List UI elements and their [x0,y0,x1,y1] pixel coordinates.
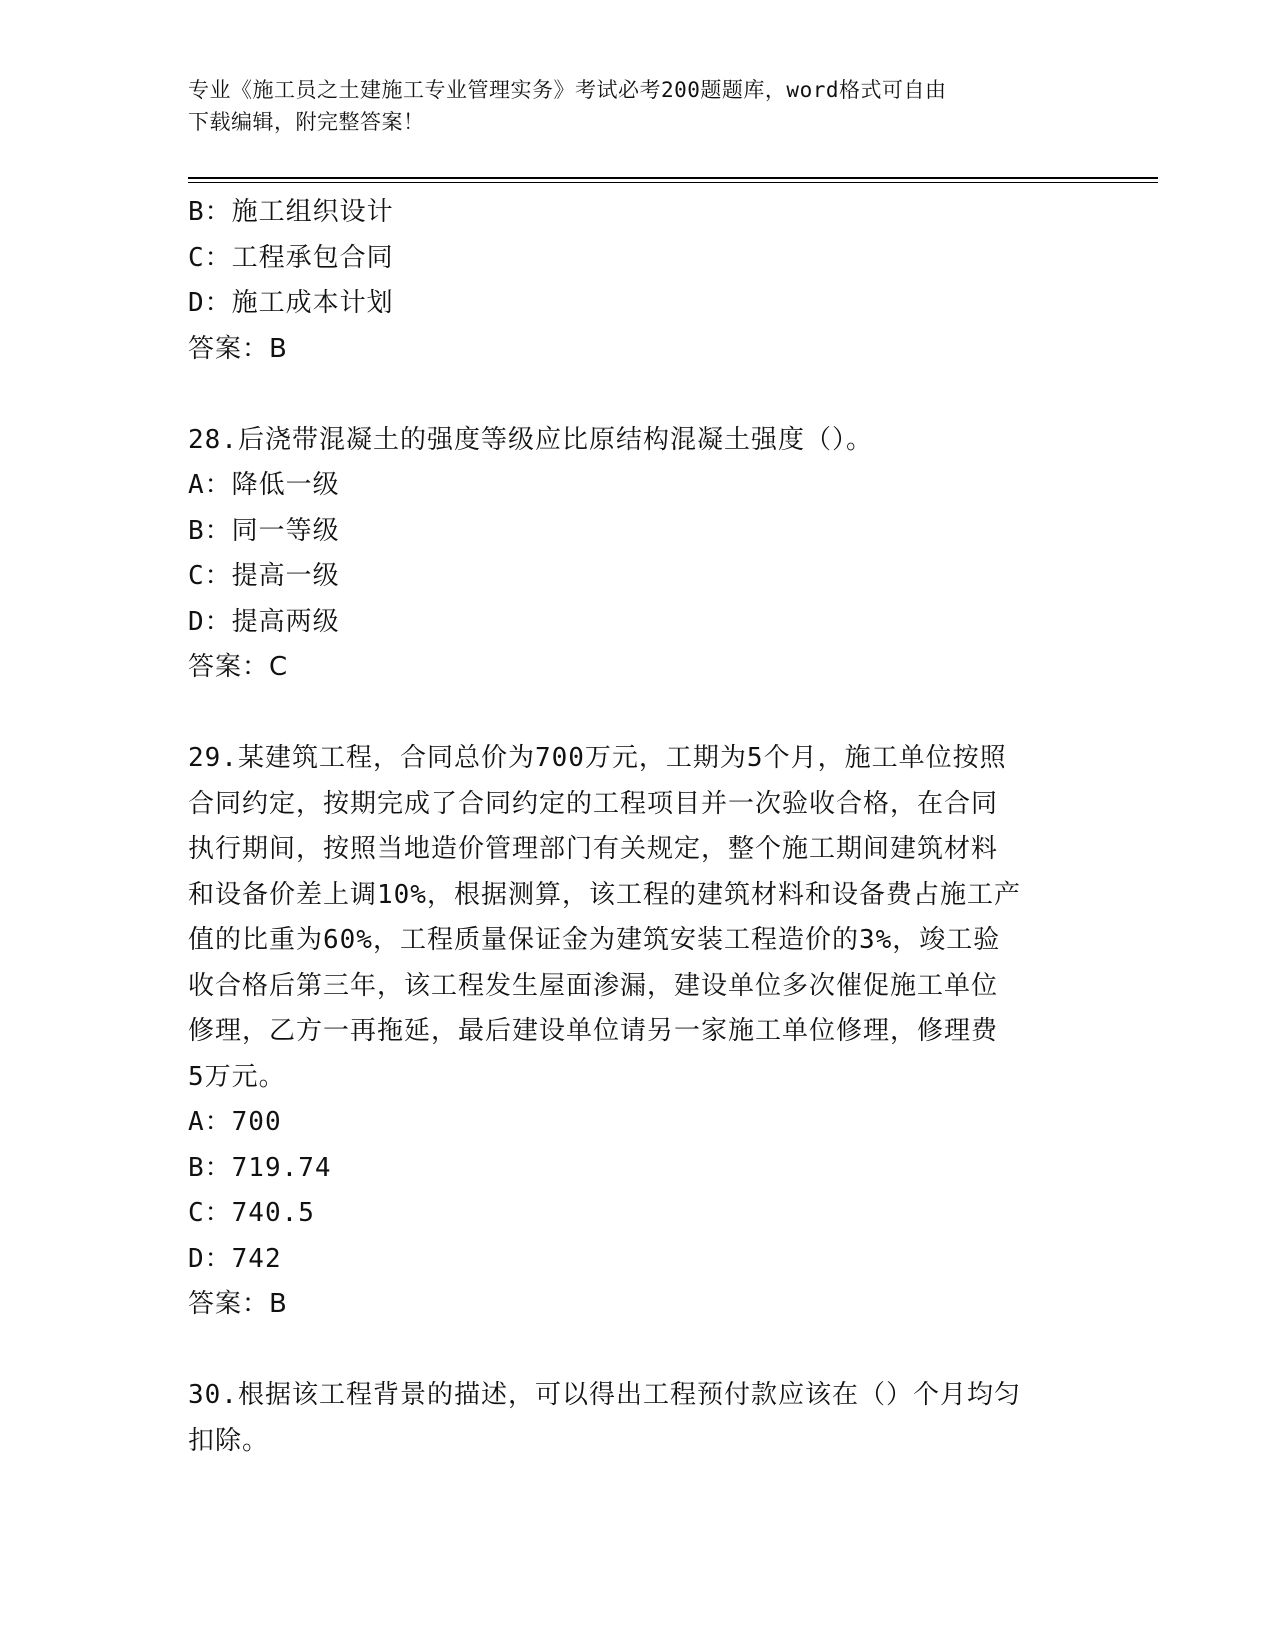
q28-answer: 答案：C [188,652,289,682]
header-line-2: 下载编辑，附完整答案！ [188,110,425,134]
q28-stem: 28.后浇带混凝土的强度等级应比原结构混凝土强度（）。 [188,424,873,455]
q29-stem-line-2: 合同约定，按期完成了合同约定的工程项目并一次验收合格，在合同 [188,788,999,819]
q28-option-c: C：提高一级 [188,561,340,591]
header-line-1: 专业《施工员之土建施工专业管理实务》考试必考200题题库，word格式可自由 [188,78,947,102]
q29-option-c: C：740.5 [188,1198,315,1228]
q29-stem-line-8: 5万元。 [188,1061,286,1092]
q29-option-b: B：719.74 [188,1152,332,1183]
q29-option-a: A：700 [188,1107,282,1137]
q27-option-c: C：工程承包合同 [188,242,394,273]
q27-option-b: B：施工组织设计 [188,197,394,227]
spacer [188,691,1088,737]
q29-stem-line-1: 29.某建筑工程，合同总价为700万元，工期为5个月，施工单位按照 [188,743,1007,773]
spacer [188,372,1088,418]
q30-stem-line-2: 扣除。 [188,1425,270,1456]
q29-answer: 答案：B [188,1289,288,1319]
q29-option-d: D：742 [188,1243,282,1274]
q29-stem-line-6: 收合格后第三年，该工程发生屋面渗漏，建设单位多次催促施工单位 [188,970,999,1001]
document-header [188,74,1088,138]
q29-stem-line-5: 值的比重为60%，工程质量保证金为建筑安装工程造价的3%，竣工验 [188,925,1001,955]
q29-stem-line-4: 和设备价差上调10%，根据测算，该工程的建筑材料和设备费占施工产 [188,879,1021,910]
q28-option-a: A：降低一级 [188,470,340,500]
header-divider-thick [188,177,1158,179]
q28-option-d: D：提高两级 [188,606,340,637]
q30-stem-line-1: 30.根据该工程背景的描述，可以得出工程预付款应该在（）个月均匀 [188,1380,1021,1410]
header-divider-thin [188,182,1158,183]
q29-stem-line-3: 执行期间，按照当地造价管理部门有关规定，整个施工期间建筑材料 [188,834,999,864]
q28-option-b: B：同一等级 [188,515,340,546]
q27-answer: 答案：B [188,333,288,364]
q27-option-d: D：施工成本计划 [188,288,394,318]
question-content [188,190,1088,1464]
q29-stem-line-7: 修理，乙方一再拖延，最后建设单位请另一家施工单位修理，修理费 [188,1016,999,1046]
spacer [188,1328,1088,1374]
